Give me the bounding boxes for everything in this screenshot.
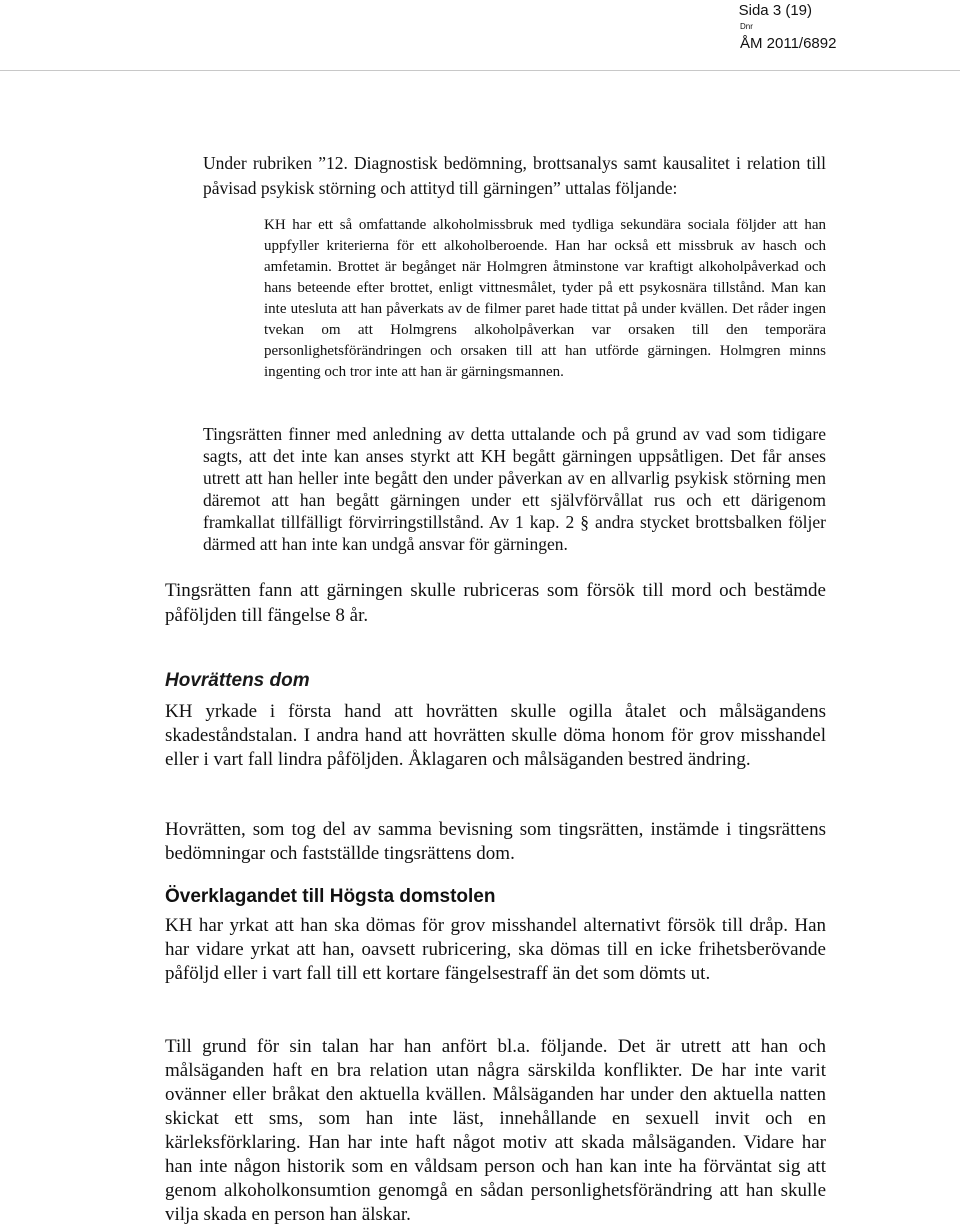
paragraph-hovratt-bedomning: Hovrätten, som tog del av samma bevisning som tingsrätten, instämde i tingsrättens bedömningar och fastställde tingsrättens dom. (165, 819, 826, 864)
intro-paragraph: Under rubriken ”12. Diagnostisk bedömning, brottsanalys samt kausalitet i relation till påvisad psykisk störning och attityd till gärningen” uttalas följande: (203, 153, 826, 198)
heading-overklagandet: Överklagandet till Högsta domstolen (165, 886, 496, 907)
page-number: Sida 3 (19) (738, 2, 812, 19)
paragraph-tingsratt-finner: Tingsrätten finner med anledning av detta uttalande och på grund av vad som tidigare sagts, att det inte kan anses styrkt att KH begått gärningen uppsåtligen. Det får anses utrett att han heller inte begått den under påverkan av en allvarlig psykisk störning men däremot att han begått gärningen under ett självförvållat rus och ett därigenom framkallat tillfälligt förvirringstillstånd. Av 1 kap. 2 § andra stycket brottsbalken följer därmed att han inte kan undgå ansvar för gärningen. (203, 424, 826, 554)
dnr-label: Dnr (740, 22, 753, 31)
paragraph-tingsratt-fann: Tingsrätten fann att gärningen skulle rubriceras som försök till mord och bestämde påföljden till fängelse 8 år. (165, 580, 826, 626)
paragraph-hovratt-yrkande: KH yrkade i första hand att hovrätten skulle ogilla åtalet och målsägandens skadeståndstalan. I andra hand att hovrätten skulle döma honom för grov misshandel eller i vart fall lindra påföljden. Åklagaren och målsäganden bestred ändring. (165, 701, 826, 770)
block-quote: KH har ett så omfattande alkoholmissbruk med tydliga sekundära sociala följder att han uppfyller kriterierna för ett alkoholberoende. Han har också ett missbruk av hasch och amfetamin. Brottet är begånget när Holmgren åtminstone var kraftigt alkoholpåverkad och hans beteende efter brottet, enligt vittnesmålet, tyder på ett psykosnära tillstånd. Man kan inte utesluta att han påverkats av de filmer paret hade tittat på under kvällen. Det råder ingen tvekan om att Holmgrens alkoholpåverkan var orsaken till den temporära personlighetsförändringen och orsaken till att han utförde gärningen. Holmgren minns ingenting och tror inte att han är gärningsmannen. (264, 217, 826, 380)
page-header (0, 0, 960, 60)
paragraph-overklagande-grund: Till grund för sin talan har han anfört bl.a. följande. Det är utrett att han och målsäganden haft en bra relation utan några särskilda konflikter. De har inte varit ovänner eller bråkat den aktuella kvällen. Målsäganden har under den aktuella natten skickat ett sms, som han inte läst, innehållande en sexuell invit och en kärleksförklaring. Han har inte haft något motiv att skada målsäganden. Vidare har han inte någon historik som en våldsam person och han kan inte ha förväntat sig att genom alkoholkonsumtion genomgå en sådan personlighetsförändring att han skulle vilja skada en person han älskar. (165, 1036, 826, 1225)
heading-hovrattens-dom: Hovrättens dom (165, 670, 310, 691)
header-divider (0, 70, 960, 71)
paragraph-overklagande-yrkande: KH har yrkat att han ska dömas för grov misshandel alternativt försök till dråp. Han har vidare yrkat att han, oavsett rubricering, ska dömas till en icke frihetsberövande påföljd eller i vart fall till ett kortare fängelsestraff än det som dömts ut. (165, 915, 826, 984)
case-number: ÅM 2011/6892 (740, 35, 837, 52)
